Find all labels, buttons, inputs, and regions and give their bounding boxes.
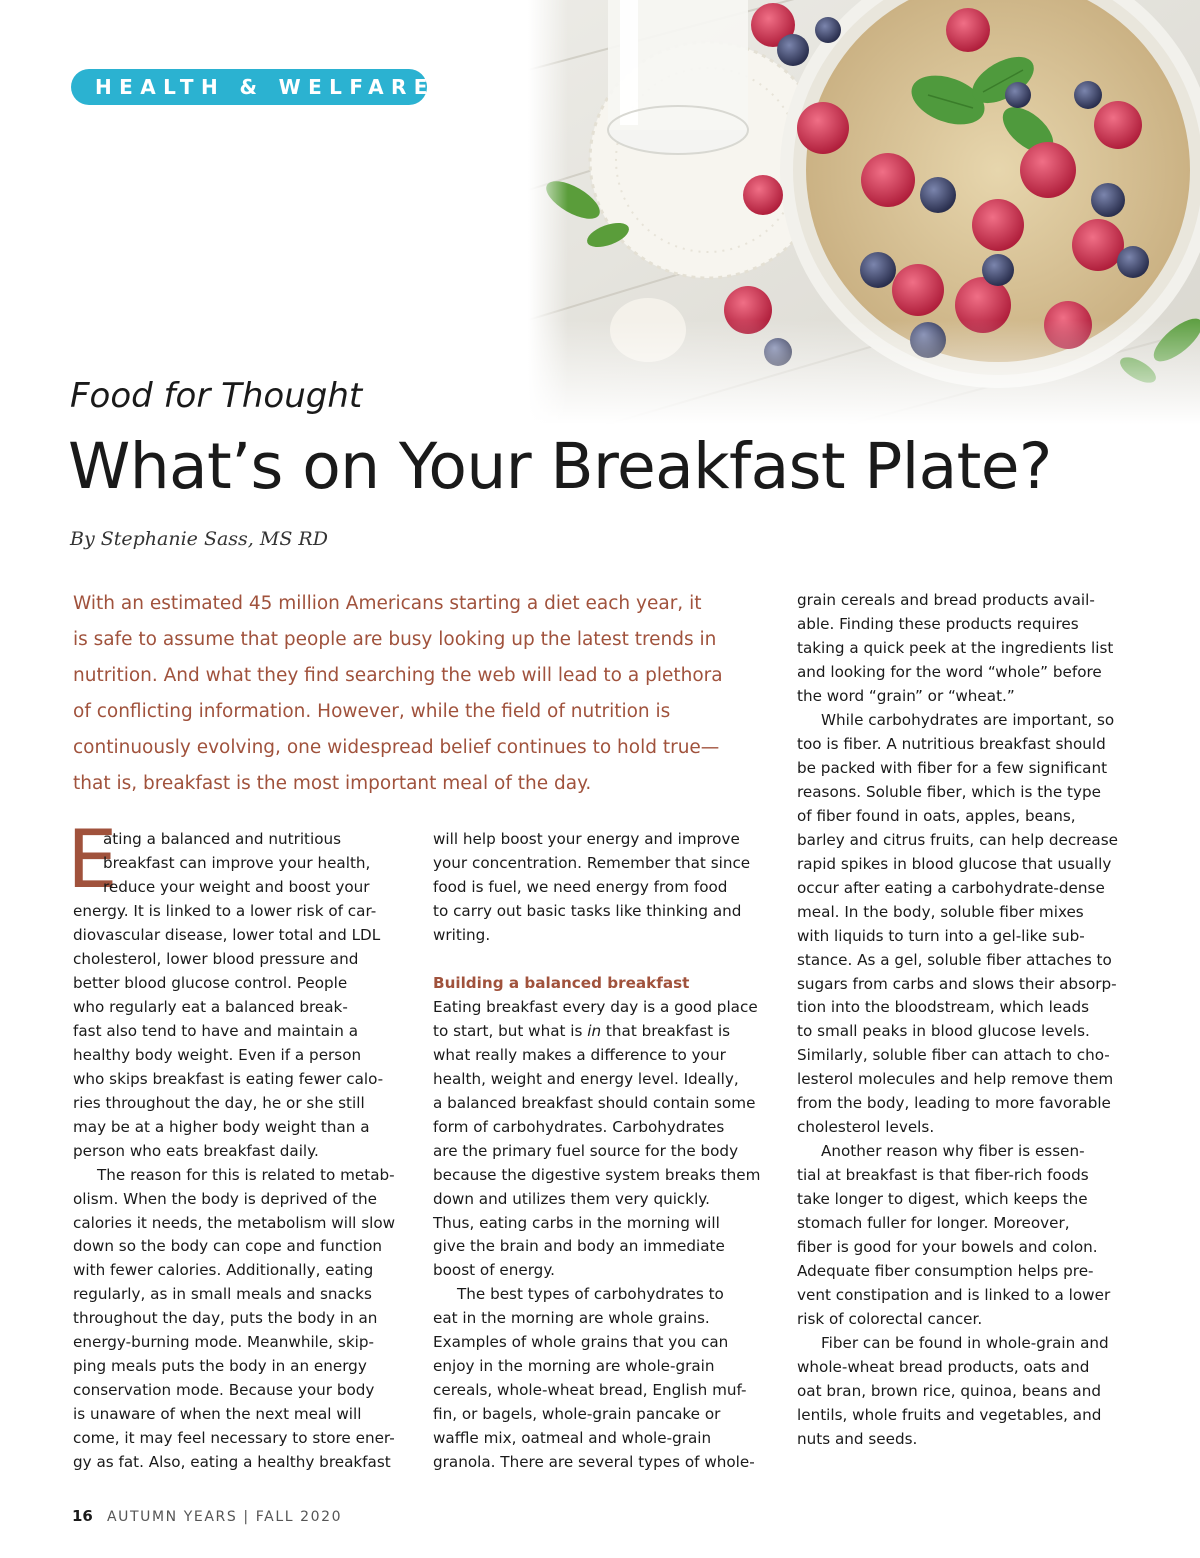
body-line: may be at a higher body weight than a bbox=[73, 1117, 370, 1136]
body-line: fiber is good for your bowels and colon. bbox=[797, 1238, 1098, 1257]
intro-line: that is, breakfast is the most important meal of the day. bbox=[73, 772, 592, 794]
body-line bbox=[433, 1020, 778, 1044]
body-line: the word “grain” or “wheat.” bbox=[797, 686, 1015, 705]
intro-line: continuously evolving, one widespread belief continues to hold true— bbox=[73, 736, 720, 758]
body-text: that breakfast is bbox=[601, 1021, 731, 1040]
body-line: who regularly eat a balanced break- bbox=[73, 997, 348, 1016]
section-tag: HEALTH & WELFARE bbox=[71, 69, 427, 105]
body-line: come, it may feel necessary to store ener- bbox=[73, 1429, 395, 1448]
body-line: able. Finding these products requires bbox=[797, 614, 1079, 633]
body-line: of fiber found in oats, apples, beans, bbox=[797, 806, 1076, 825]
body-line: will help boost your energy and improve bbox=[433, 830, 740, 848]
kicker: Food for Thought bbox=[70, 376, 363, 416]
body-line: to small peaks in blood glucose levels. bbox=[797, 1022, 1090, 1041]
body-line: Adequate fiber consumption helps pre- bbox=[797, 1262, 1094, 1281]
body-line: down so the body can cope and function bbox=[73, 1237, 382, 1256]
body-line: writing. bbox=[433, 925, 491, 944]
body-line: energy. It is linked to a lower risk of car- bbox=[73, 901, 377, 920]
publication-info: AUTUMN YEARS | FALL 2020 bbox=[106, 1509, 343, 1525]
body-line: Fiber can be found in whole-grain and bbox=[821, 1334, 1109, 1353]
body-line: better blood glucose control. People bbox=[73, 973, 348, 992]
body-line: take longer to digest, which keeps the bbox=[797, 1190, 1088, 1209]
body-line: oat bran, brown rice, quinoa, beans and bbox=[797, 1381, 1101, 1400]
body-line: breakfast can improve your health, bbox=[103, 853, 371, 872]
body-line: your concentration. Remember that since bbox=[433, 853, 751, 872]
body-line: with fewer calories. Additionally, eating bbox=[73, 1261, 374, 1280]
body-line: enjoy in the morning are whole-grain bbox=[433, 1357, 715, 1376]
body-line: reduce your weight and boost your bbox=[103, 877, 370, 896]
body-line: rapid spikes in blood glucose that usually bbox=[797, 854, 1112, 873]
body-line: diovascular disease, lower total and LDL bbox=[73, 925, 381, 944]
body-line: taking a quick peek at the ingredients list bbox=[797, 638, 1114, 657]
body-line: ating a balanced and nutritious bbox=[103, 830, 342, 848]
body-line: gy as fat. Also, eating a healthy breakfast bbox=[73, 1453, 391, 1472]
intro-paragraph bbox=[73, 586, 773, 801]
byline: By Stephanie Sass, MS RD bbox=[70, 528, 328, 550]
body-line: Similarly, soluble fiber can attach to cho- bbox=[797, 1046, 1110, 1065]
body-line: risk of colorectal cancer. bbox=[797, 1310, 983, 1329]
hero-photo bbox=[528, 0, 1200, 430]
intro-line: of conflicting information. However, while the field of nutrition is bbox=[73, 700, 671, 722]
body-line: boost of energy. bbox=[433, 1261, 555, 1280]
body-line: stance. As a gel, soluble fiber attaches to bbox=[797, 950, 1112, 969]
body-line: tial at breakfast is that fiber-rich foods bbox=[797, 1166, 1089, 1185]
hero-fade-left bbox=[528, 0, 568, 430]
body-line: occur after eating a carbohydrate-dense bbox=[797, 878, 1105, 897]
hero-fade bbox=[528, 320, 1200, 430]
body-line: from the body, leading to more favorable bbox=[797, 1094, 1111, 1113]
body-line: conservation mode. Because your body bbox=[73, 1381, 375, 1400]
body-line: sugars from carbs and slows their absorp- bbox=[797, 974, 1117, 993]
body-line: because the digestive system breaks them bbox=[433, 1165, 761, 1184]
body-line: fast also tend to have and maintain a bbox=[73, 1021, 359, 1040]
body-line: whole-wheat bread products, oats and bbox=[797, 1358, 1090, 1376]
body-line: a balanced breakfast should contain some bbox=[433, 1093, 756, 1112]
body-line: who skips breakfast is eating fewer calo- bbox=[73, 1069, 384, 1088]
body-line: Eating breakfast every day is a good place bbox=[433, 997, 758, 1016]
body-line: give the brain and body an immediate bbox=[433, 1237, 725, 1256]
body-line: cholesterol levels. bbox=[797, 1118, 935, 1137]
body-text: to start, but what is bbox=[433, 1021, 588, 1040]
body-line: eat in the morning are whole grains. bbox=[433, 1309, 710, 1328]
body-line: calories it needs, the metabolism will slow bbox=[73, 1213, 396, 1232]
body-line: Examples of whole grains that you can bbox=[433, 1333, 729, 1352]
body-line: regularly, as in small meals and snacks bbox=[73, 1285, 372, 1304]
body-line: barley and citrus fruits, can help decrease bbox=[797, 830, 1118, 849]
column-3 bbox=[797, 589, 1142, 1452]
body-line: grain cereals and bread products avail- bbox=[797, 591, 1095, 609]
body-line: health, weight and energy level. Ideally, bbox=[433, 1069, 739, 1088]
body-line: While carbohydrates are important, so bbox=[821, 710, 1115, 729]
body-line: meal. In the body, soluble fiber mixes bbox=[797, 902, 1084, 921]
body-line: cholesterol, lower blood pressure and bbox=[73, 949, 359, 968]
body-line: with liquids to turn into a gel-like sub- bbox=[797, 926, 1085, 945]
body-line: be packed with fiber for a few significant bbox=[797, 758, 1108, 777]
body-line: ping meals puts the body in an energy bbox=[73, 1357, 367, 1376]
body-line: vent constipation and is linked to a lower bbox=[797, 1286, 1111, 1305]
headline: What’s on Your Breakfast Plate? bbox=[68, 430, 1052, 503]
drop-cap: E bbox=[67, 813, 118, 906]
body-line: tion into the bloodstream, which leads bbox=[797, 998, 1090, 1017]
body-line: to carry out basic tasks like thinking and bbox=[433, 901, 742, 920]
body-line: is unaware of when the next meal will bbox=[73, 1405, 362, 1424]
body-line: cereals, whole-wheat bread, English muf- bbox=[433, 1381, 747, 1400]
page-number: 16 bbox=[72, 1507, 93, 1525]
body-line: healthy body weight. Even if a person bbox=[73, 1045, 362, 1064]
body-line: too is fiber. A nutritious breakfast should bbox=[797, 734, 1106, 753]
intro-line: is safe to assume that people are busy looking up the latest trends in bbox=[73, 628, 717, 650]
body-line: are the primary fuel source for the body bbox=[433, 1141, 739, 1160]
body-line: waffle mix, oatmeal and whole-grain bbox=[433, 1429, 712, 1448]
body-line: Another reason why fiber is essen- bbox=[821, 1142, 1085, 1161]
body-line: food is fuel, we need energy from food bbox=[433, 877, 728, 896]
page-footer bbox=[72, 1507, 342, 1525]
body-line: fin, or bagels, whole-grain pancake or bbox=[433, 1405, 721, 1424]
body-line: throughout the day, puts the body in an bbox=[73, 1309, 378, 1328]
body-line: Thus, eating carbs in the morning will bbox=[433, 1213, 720, 1232]
body-line: stomach fuller for longer. Moreover, bbox=[797, 1214, 1070, 1233]
intro-line: With an estimated 45 million Americans starting a diet each year, it bbox=[73, 593, 702, 614]
body-line: lesterol molecules and help remove them bbox=[797, 1070, 1114, 1089]
body-line: down and utilizes them very quickly. bbox=[433, 1189, 710, 1208]
body-line: nuts and seeds. bbox=[797, 1429, 918, 1448]
body-line: The best types of carbohydrates to bbox=[457, 1285, 724, 1304]
column-1 bbox=[73, 828, 418, 1475]
intro-line: nutrition. And what they find searching the web will lead to a plethora bbox=[73, 664, 723, 686]
body-line: ries throughout the day, he or she still bbox=[73, 1093, 365, 1112]
paragraph-gap bbox=[433, 948, 778, 972]
body-line: lentils, whole fruits and vegetables, and bbox=[797, 1405, 1102, 1424]
body-line: granola. There are several types of whole- bbox=[433, 1453, 755, 1472]
body-line: energy-burning mode. Meanwhile, skip- bbox=[73, 1333, 374, 1352]
column-2 bbox=[433, 828, 778, 1475]
body-line: The reason for this is related to metab- bbox=[97, 1165, 395, 1184]
body-line: reasons. Soluble fiber, which is the type bbox=[797, 782, 1101, 801]
body-line: form of carbohydrates. Carbohydrates bbox=[433, 1117, 725, 1136]
emphasis: in bbox=[587, 1021, 602, 1040]
body-line: olism. When the body is deprived of the bbox=[73, 1189, 377, 1208]
subhead: Building a balanced breakfast bbox=[433, 973, 690, 992]
body-line: and looking for the word “whole” before bbox=[797, 662, 1102, 681]
body-line: what really makes a difference to your bbox=[433, 1045, 726, 1064]
body-line: person who eats breakfast daily. bbox=[73, 1141, 319, 1160]
